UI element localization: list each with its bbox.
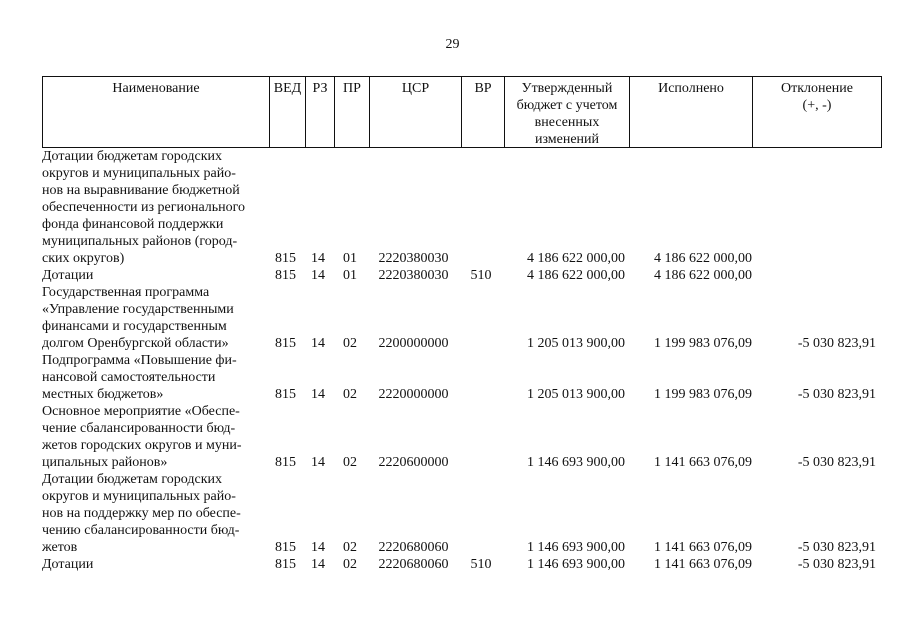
header-ved: ВЕД bbox=[269, 77, 305, 147]
header-pr: ПР bbox=[334, 77, 369, 147]
cell-ved: 815 bbox=[275, 336, 296, 351]
cell-pr: 02 bbox=[343, 540, 357, 555]
row-name-line: Государственная программа bbox=[42, 285, 210, 300]
cell-csr: 2220680060 bbox=[378, 557, 449, 572]
row-name-line: финансами и государственным bbox=[42, 319, 227, 334]
row-name bbox=[42, 471, 267, 556]
table-row bbox=[42, 352, 882, 403]
row-name-line: округов и муниципальных райо- bbox=[42, 166, 236, 181]
table-row bbox=[42, 148, 882, 267]
cell-deviation: -5 030 823,91 bbox=[797, 557, 876, 572]
row-name-line: ских округов) bbox=[42, 251, 125, 266]
table-body bbox=[42, 148, 882, 573]
cell-deviation: -5 030 823,91 bbox=[797, 455, 876, 470]
cell-pr: 01 bbox=[343, 251, 357, 266]
row-name bbox=[42, 403, 267, 471]
cell-pr: 01 bbox=[343, 268, 357, 283]
row-name-line: долгом Оренбургской области» bbox=[42, 336, 229, 351]
cell-ved: 815 bbox=[275, 268, 296, 283]
row-name-line: Дотации bbox=[42, 557, 94, 572]
row-name-line: округов и муниципальных райо- bbox=[42, 489, 236, 504]
cell-deviation: -5 030 823,91 bbox=[797, 540, 876, 555]
cell-ved: 815 bbox=[275, 540, 296, 555]
cell-executed: 4 186 622 000,00 bbox=[654, 268, 752, 283]
row-name bbox=[42, 352, 267, 403]
cell-pr: 02 bbox=[343, 455, 357, 470]
table-row bbox=[42, 267, 882, 284]
cell-csr: 2220000000 bbox=[378, 387, 449, 402]
cell-csr: 2220380030 bbox=[378, 268, 449, 283]
page-number: 29 bbox=[445, 37, 460, 52]
cell-ved: 815 bbox=[275, 251, 296, 266]
cell-pr: 02 bbox=[343, 387, 357, 402]
row-name bbox=[42, 556, 267, 573]
row-name-line: жетов городских округов и муни- bbox=[42, 438, 242, 453]
cell-rz: 14 bbox=[311, 251, 325, 266]
row-name-line: муниципальных районов (город- bbox=[42, 234, 238, 249]
cell-budget: 1 205 013 900,00 bbox=[527, 336, 625, 351]
cell-vr: 510 bbox=[470, 268, 492, 283]
cell-csr: 2220680060 bbox=[378, 540, 449, 555]
row-name-line: «Управление государственными bbox=[42, 302, 234, 317]
cell-rz: 14 bbox=[311, 336, 325, 351]
header-name: Наименование bbox=[112, 81, 200, 96]
table-header bbox=[42, 76, 882, 148]
row-name-line: жетов bbox=[42, 540, 78, 555]
row-name-line: нов на поддержку мер по обеспе- bbox=[42, 506, 241, 521]
cell-csr: 2220600000 bbox=[378, 455, 449, 470]
cell-ved: 815 bbox=[275, 387, 296, 402]
row-name-line: обеспеченности из регионального bbox=[42, 200, 246, 215]
cell-executed: 1 141 663 076,09 bbox=[654, 557, 752, 572]
table-row bbox=[42, 556, 882, 573]
header-budget-line: Утвержденный bbox=[521, 81, 613, 96]
header-budget-line: изменений bbox=[534, 132, 600, 147]
row-name bbox=[42, 284, 267, 352]
header-budget bbox=[504, 77, 629, 147]
row-name-line: Подпрограмма «Повышение фи- bbox=[42, 353, 237, 368]
table-row bbox=[42, 284, 882, 352]
header-deviation-line: (+, -) bbox=[802, 98, 832, 113]
row-name-line: Дотации bbox=[42, 268, 94, 283]
cell-csr: 2200000000 bbox=[378, 336, 449, 351]
cell-rz: 14 bbox=[311, 540, 325, 555]
cell-budget: 4 186 622 000,00 bbox=[527, 268, 625, 283]
cell-executed: 1 141 663 076,09 bbox=[654, 540, 752, 555]
cell-rz: 14 bbox=[311, 387, 325, 402]
table-row bbox=[42, 403, 882, 471]
cell-executed: 1 141 663 076,09 bbox=[654, 455, 752, 470]
header-rz: РЗ bbox=[305, 77, 334, 147]
cell-executed: 4 186 622 000,00 bbox=[654, 251, 752, 266]
cell-executed: 1 199 983 076,09 bbox=[654, 336, 752, 351]
header-csr: ЦСР bbox=[369, 77, 461, 147]
cell-budget: 4 186 622 000,00 bbox=[527, 251, 625, 266]
cell-budget: 1 146 693 900,00 bbox=[527, 455, 625, 470]
row-name-line: чению сбалансированности бюд- bbox=[42, 523, 240, 538]
cell-ved: 815 bbox=[275, 557, 296, 572]
row-name-line: чение сбалансированности бюд- bbox=[42, 421, 236, 436]
header-vr: ВР bbox=[461, 77, 504, 147]
cell-rz: 14 bbox=[311, 455, 325, 470]
row-name-line: Дотации бюджетам городских bbox=[42, 149, 223, 164]
header-deviation bbox=[752, 77, 881, 147]
header-budget-line: бюджет с учетом bbox=[516, 98, 618, 113]
cell-pr: 02 bbox=[343, 557, 357, 572]
cell-pr: 02 bbox=[343, 336, 357, 351]
row-name-line: Основное мероприятие «Обеспе- bbox=[42, 404, 240, 419]
header-budget-line: внесенных bbox=[534, 115, 600, 130]
cell-deviation: -5 030 823,91 bbox=[797, 387, 876, 402]
row-name-line: нансовой самостоятельности bbox=[42, 370, 216, 385]
row-name-line: фонда финансовой поддержки bbox=[42, 217, 224, 232]
row-name bbox=[42, 267, 267, 284]
cell-vr: 510 bbox=[470, 557, 492, 572]
row-name bbox=[42, 148, 267, 267]
header-deviation-line: Отклонение bbox=[781, 81, 853, 96]
header-executed: Исполнено bbox=[629, 77, 752, 147]
cell-rz: 14 bbox=[311, 557, 325, 572]
cell-deviation: -5 030 823,91 bbox=[797, 336, 876, 351]
cell-csr: 2220380030 bbox=[378, 251, 449, 266]
row-name-line: местных бюджетов» bbox=[42, 387, 164, 402]
row-name-line: Дотации бюджетам городских bbox=[42, 472, 223, 487]
cell-budget: 1 146 693 900,00 bbox=[527, 540, 625, 555]
cell-rz: 14 bbox=[311, 268, 325, 283]
cell-budget: 1 146 693 900,00 bbox=[527, 557, 625, 572]
cell-budget: 1 205 013 900,00 bbox=[527, 387, 625, 402]
cell-executed: 1 199 983 076,09 bbox=[654, 387, 752, 402]
row-name-line: ципальных районов» bbox=[42, 455, 168, 470]
cell-ved: 815 bbox=[275, 455, 296, 470]
table-row bbox=[42, 471, 882, 556]
row-name-line: нов на выравнивание бюджетной bbox=[42, 183, 240, 198]
